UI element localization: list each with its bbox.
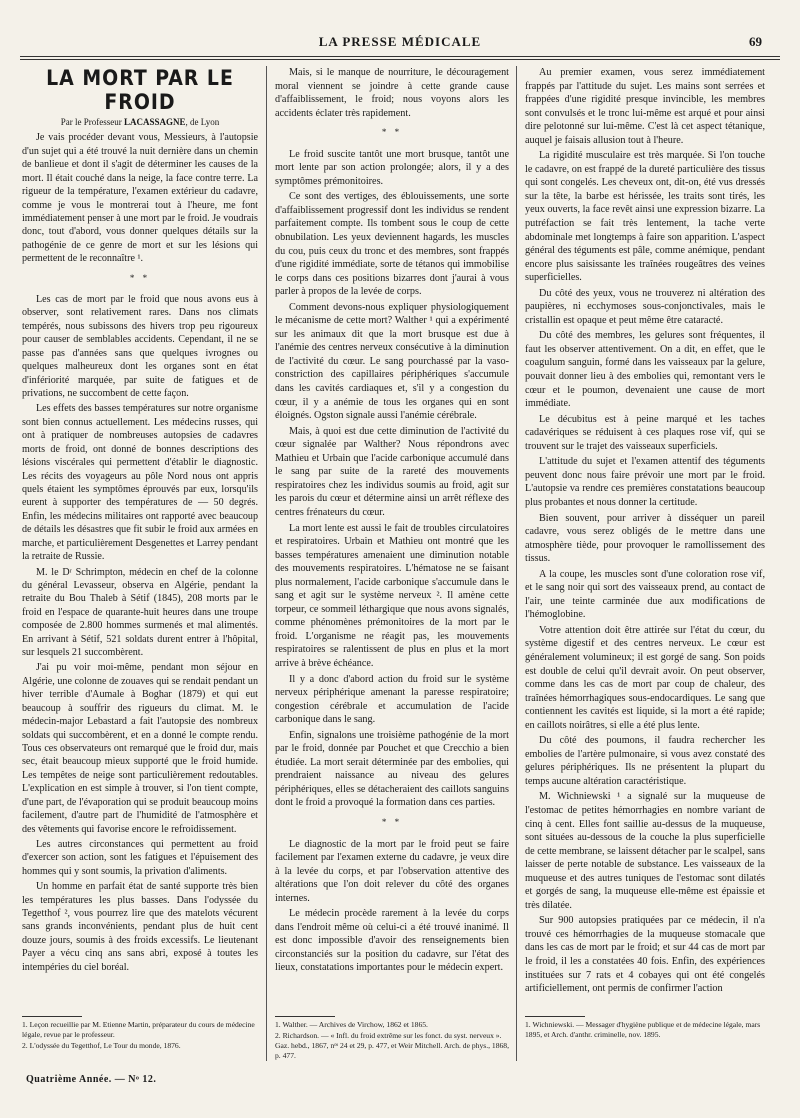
- paragraph: Enfin, signalons une troisième pathogénie de la mort par le froid, donnée par Pouchet et que Crecchio a bien étudiée. La mort serait déterminée par des embolies, qui prendraient naissance au niveau des gelures périphériques, elles se détacheraient des caillots sanguins dont le froid a provoqué la formation dans ces parties.: [275, 729, 509, 809]
- paragraph: Les autres circonstances qui permettent au froid d'exercer son action, sont les fatigues et l'épuisement des hommes qui y sont soumis, la privation d'aliments.: [22, 838, 258, 877]
- paragraph: Comment devons-nous expliquer physiologiquement le mécanisme de cette mort? Walther ¹ qui a expérimenté sur les animaux dit que la mort brusque est due à l'anémie des centres nerveux consécutive à la diminution de l'activité du cœur. Le sang pourchassé par la vaso-constriction des capillaires périphériques s'accumule dans les cavités cardiaques et, s'il y a congestion du cœur, il y a anémie de tous les organes qui en sont éloignés. Ogston signale aussi l'anémie cérébrale.: [275, 301, 509, 422]
- paragraph: A la coupe, les muscles sont d'une coloration rose vif, et le sang noir qui sort des vaisseaux prend, au contact de l'air, une teinte carminée due aux modifications de l'hémoglobine.: [525, 568, 765, 621]
- page-number: 69: [749, 34, 762, 49]
- page-header: [20, 34, 780, 54]
- paragraph: Je vais procéder devant vous, Messieurs, à l'autopsie d'un sujet qui a été trouvé la nuit dernière dans un chemin de banlieue et dont il s'agit de déterminer les causes de la mort. Il était couché dans la neige, la face contre terre. La rigueur de la température, l'examen extérieur du cadavre, comme je vous le montrerai tout à l'heure, me font immédiatement penser à une mort par le froid. Je voudrais donc, tout d'abord, vous donner quelques détails sur la pathogénie de ce genre de mort et sur les lésions qui permettent de le reconnaître ¹.: [22, 132, 258, 265]
- paragraph: J'ai pu voir moi-même, pendant mon séjour en Algérie, une colonne de zouaves qui se rendait pendant un hiver terrible d'Aumale à Boghar (1879) et qui eut beaucoup à souffrir des rigueurs du climat. M. le médecin-major Lebastard a fait l'autopsie des nombreux soldats qui succombèrent, et en a donné le compte rendu. Tous ces observateurs ont remarqué que le froid dur, mais sec, était beaucoup mieux supporté que le froid humide. Les tempêtes de neige sont particulièrement redoutables. L'explication en est simple à trouver, si l'on tient compte, d'une part, de l'évaporation qui se produit beaucoup moins facilement, d'autre part de l'humidité de l'atmosphère et des vêtements qui favorise encore le refroidissement.: [22, 662, 258, 835]
- paragraph: La mort lente est aussi le fait de troubles circulatoires et respiratoires. Urbain et Mathieu ont montré que les basses températures amenaient une diminution notable des mouvements respiratoires. L'hématose ne se faisant plus normalement, l'acide carbonique s'accumule dans le sang et agit sur le système nerveux ². Il amène cette torpeur, ce sommeil léthargique que nous avons signalés, comme phénomènes prémonitoires de la mort par le froid. L'organisme ne réagit pas, les mouvements respiratoires se ralentissent de plus en plus et la mort arrive à brève échéance.: [275, 522, 509, 669]
- section-separator: * *: [129, 272, 151, 283]
- column-separator: [266, 66, 267, 1061]
- article-byline: [22, 116, 258, 129]
- paragraph: La rigidité musculaire est très marquée. Si l'on touche le cadavre, on est frappé de la dureté particulière des tissus qui sont congelés. Les cheveux ont, dit-on, été vus dressés sur la tête, la barbe est hérissée, les traits sont tirés, les yeux ouverts, la face revêt ainsi une expression bizarre. La putréfaction se fait très lentement, la tache verte abdominale met longtemps à faire son apparition. L'aspect général des téguments est pâle, comme anémique, pendant encore plus saisissante les traînées rougeâtres des veines superficielles.: [525, 150, 765, 284]
- paragraph: Mais, à quoi est due cette diminution de l'activité du cœur signalée par Walther? Nous répondrons avec Mathieu et Urbain que l'acide carbonique accumulé dans le sang par suite de la rareté des mouvements respiratoires chez les individus soumis au froid, agit sur les parois du cœur et détermine ainsi un arrêt réflexe des centres frénateurs du cœur.: [275, 425, 509, 518]
- footnote-rule: [22, 1016, 82, 1017]
- header-rule: [20, 56, 780, 57]
- byline-suffix: , de Lyon: [185, 117, 220, 127]
- paragraph: Le froid suscite tantôt une mort brusque, tantôt une mort lente par son action prolongée; alors, il y a des symptômes prémonitoires.: [275, 148, 509, 187]
- paragraph: Du côté des yeux, vous ne trouverez ni altération des paupières, ni ecchymoses sous-conjonctivales, mais le cristallin est opaque et peut même être cataracté.: [525, 287, 765, 326]
- paragraph: M. Wichniewski ¹ a signalé sur la muqueuse de l'estomac de petites hémorrhagies en nombre variant de cinq à cent. Elles font saillie au-dessus de la muqueuse, sont situées au-dessous de la couche la plus superficielle de cette membrane, se laissent détacher par le scalpel, sans laisser de perte notable de substance. Les vaisseaux de la muqueuse et des autres tuniques de l'estomac sont dilatés et gorgés de sang, la muqueuse elle-même est épaissie et très dilatée.: [525, 791, 765, 911]
- footnote: 2. Richardson. — « Infl. du froid extrême sur les fonct. du syst. nerveux ». Gaz. hebd., 1867, nᵒˢ 24 et 29, p. 477, et Weir Mitchell. Arch. de phys., 1868, p. 477.: [275, 1031, 509, 1060]
- footnotes-col1: [22, 1016, 258, 1052]
- byline-prefix: Par le Professeur: [60, 117, 124, 127]
- column-1: [22, 66, 258, 976]
- paragraph: Du côté des poumons, il faudra rechercher les embolies de l'artère pulmonaire, si vous avez constaté des gelures périphériques. Ils ne présentent la plupart du temps aucune altération caractéristique.: [525, 735, 765, 787]
- paragraph: L'attitude du sujet et l'examen attentif des téguments peuvent donc nous faire prévoir une mort par le froid. L'autopsie va rendre ces premières constatations beaucoup plus probantes et nous donner la certitude.: [525, 456, 765, 508]
- footnote-rule: [275, 1016, 335, 1017]
- paragraph: Votre attention doit être attirée sur l'état du cœur, du système digestif et des centres nerveux. Le cœur est généralement volumineux; il est gorgé de sang. Son poids est double de celui qu'il devrait avoir. On peut observer, comme dans les cas de mort par coup de chaleur, des traînées hémorrhagiques sous-endocardiques. Le sang que contiennent les cavités est liquide, si la mort a été rapide; en caillots noirâtres, si elle a été plus lente.: [525, 624, 765, 731]
- paragraph: Les effets des basses températures sur notre organisme sont bien connus actuellement. Les médecins russes, qui ont à pratiquer de nombreuses autopsies de cadavres morts de froid, ont donné de bonnes descriptions des lésions viscérales qui permettent d'établir le diagnostic. Les récits des voyageurs au pôle Nord nous ont appris quels étaient les symptômes éprouvés par eux, lorsqu'ils eurent à supporter des températures de — 50 degrés. Enfin, les médecins militaires ont rapporté avec beaucoup de détails les désastres que fit subir le froid aux armées en marche, et particulièrement Desgenettes et Larrey pendant la retraite de Russie.: [22, 403, 258, 563]
- paragraph: Il y a donc d'abord action du froid sur le système nerveux périphérique amenant la paresse respiratoire; congestion cérébrale et accumulation de l'acide carbonique dans le sang.: [275, 673, 509, 726]
- column-2: [275, 66, 509, 977]
- footnote: 1. Walther. — Archives de Virchow, 1862 et 1865.: [275, 1020, 428, 1029]
- paragraph: Bien souvent, pour arriver à disséquer un pareil cadavre, vous serez obligés de le mettre dans une atmosphère tiède, pour provoquer le ramollissement des tissus.: [525, 512, 765, 565]
- column-separator: [516, 66, 517, 1061]
- header-rule-double: [20, 59, 780, 60]
- paragraph: M. le Dʳ Schrimpton, médecin en chef de la colonne du général Levasseur, observa en Algérie, pendant la retraite du Bou Thaleb à Sétif (1845), 208 morts par le froid en l'espace de quarante-huit heures dans une troupe composée de 2.800 hommes surmenés et mal alimentés. En arrivant à Sétif, 521 soldats durent entrer à l'hôpital, sur lesquels 21 succombèrent.: [22, 566, 258, 659]
- paragraph: Le médecin procède rarement à la levée du corps dans l'endroit même où celui-ci a été trouvé inanimé. Il est donc impossible d'avoir des renseignements bien circonstanciés sur la position du cadavre, sur l'état des lieux, constatations importantes pour le médecin expert.: [275, 908, 509, 974]
- footnote-rule: [525, 1016, 585, 1017]
- paragraph: Au premier examen, vous serez immédiatement frappés par l'attitude du sujet. Les mains sont serrées et frappées d'une rigidité presque invincible, les membres sont convulsés et le tronc lui-même est arqué et pour ainsi dire pelotonné sur lui-même. C'est là cet aspect tétanique, auquel je faisais allusion tout à l'heure.: [525, 67, 765, 146]
- paragraph: Un homme en parfait état de santé supporte très bien les températures les plus basses. Dans l'odyssée du Tegetthof ², vous pourrez lire que des matelots vécurent sans grands inconvénients, pendant plus de huit cent douze jours, soumis à des froids excessifs. Le lieutenant Payer a vécu cinq ans sans abri, exposé à toutes les intempéries du ciel boréal.: [22, 881, 258, 973]
- footnote: 1. Wichniewski. — Messager d'hygiène publique et de médecine légale, mars 1895, et Arch. d'anthr. criminelle, nov. 1895.: [525, 1020, 761, 1039]
- column-3: [525, 66, 765, 998]
- section-separator: * *: [381, 127, 403, 138]
- paragraph: Sur 900 autopsies pratiquées par ce médecin, il n'a trouvé ces hémorrhagies de la muqueuse stomacale que dans les cas de mort par le froid; et sur 44 cas de mort par le froid, il les a constatées 40 fois. Enfin, des expériences instituées sur 7 rats et 4 cobayes qui ont été congelés artificiellement, ont permis de confirmer l'action: [525, 915, 765, 995]
- article-title: LA MORT PAR LE FROID: [46, 66, 234, 114]
- footnotes-col2: [275, 1016, 509, 1062]
- paragraph: Les cas de mort par le froid que nous avons eus à observer, sont relativement rares. Dans nos climats tempérés, nous subissons des hivers trop peu rigoureux pour causer de semblables accidents. Cependant, il ne se passe pas d'années sans que quelques ivrognes ou quelques malheureux dont les organes sont en état d'infériorité marquée, par suite de fatigues et de privations, ne succombent de cette façon.: [22, 294, 258, 400]
- paragraph: Du côté des membres, les gelures sont fréquentes, il faut les observer attentivement. On a dit, en effet, que le coagulum sanguin, formé dans les vaisseaux par la gelure, pouvait donner lieu à des embolies qui, remontant vers le cœur et le poumon, devenaient une cause de mort immédiate.: [525, 330, 765, 410]
- footnote: 2. L'odyssée du Tegetthof, Le Tour du monde, 1876.: [22, 1041, 181, 1050]
- paragraph: Mais, si le manque de nourriture, le découragement moral viennent se joindre à cette grande cause d'affaiblissement, le froid; nous voyons alors les accidents éclater très rapidement.: [275, 67, 509, 119]
- issue-footer: Quatrième Année. — Nᵒ 12.: [26, 1074, 157, 1085]
- footnotes-col3: [525, 1016, 765, 1041]
- section-separator: * *: [381, 816, 403, 827]
- paragraph: Le diagnostic de la mort par le froid peut se faire facilement par l'examen externe du cadavre, je veux dire à la levée du corps, et par l'observation attentive des altérations que l'on doit relever du côté des organes internes.: [275, 838, 509, 904]
- footnote: 1. Leçon recueillie par M. Etienne Martin, préparateur du cours de médecine légale, revue par le professeur.: [22, 1020, 255, 1039]
- journal-title: LA PRESSE MÉDICALE: [318, 34, 482, 49]
- author-name: LACASSAGNE: [123, 117, 186, 127]
- paragraph: Le décubitus est à peine marqué et les taches cadavériques se réduisent à ces plaques rose vif, qui se trouvent sur le trajet des vaisseaux superficiels.: [525, 413, 765, 452]
- paragraph: Ce sont des vertiges, des éblouissements, une sorte d'affaiblissement progressif dont les individus se rendent parfaitement compte. Ils tombent sous le coup de cette obnubilation. Les yeux deviennent hagards, les muscles du cou, puis ceux du tronc et des membres, sont frappés d'une rigidité immédiate, sorte de tétanos qui immobilise le corps dans ces positions bizarres dont j'aurai à vous parler à propos de la levée de corps.: [275, 191, 509, 298]
